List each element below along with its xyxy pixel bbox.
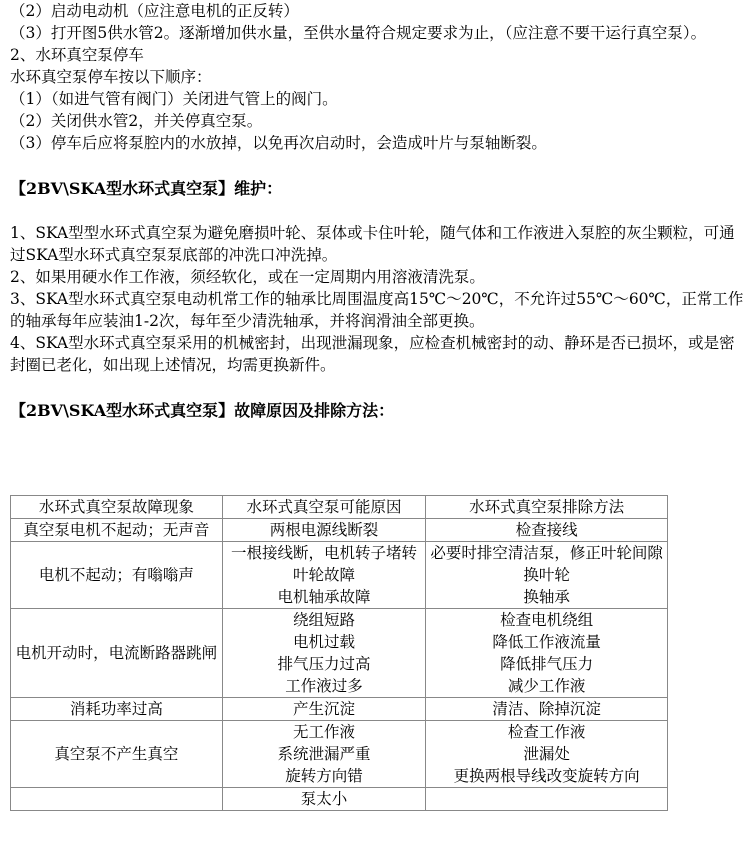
remedy-line: 检查工作液 <box>507 723 586 741</box>
symptom-cell <box>11 519 223 542</box>
remedy-line: 降低排气压力 <box>500 655 594 673</box>
cause-line: 电机轴承故障 <box>277 588 371 606</box>
remedy-cell <box>426 698 668 721</box>
table-row <box>11 788 668 811</box>
remedy-line: 换叶轮 <box>523 566 570 584</box>
remedy-cell <box>426 788 668 811</box>
step-open-water: （3）打开图5供水管2。逐渐增加供水量，至供水量符合规定要求为止，（应注意不要干运行真空泵）。 <box>10 24 707 42</box>
step-start-motor: （2）启动电动机（应注意电机的正反转） <box>10 2 299 20</box>
section-stop-title: 2、水环真空泵停车 <box>10 46 144 64</box>
stop-order-intro: 水环真空泵停车按以下顺序： <box>10 68 212 86</box>
cause-cell <box>222 609 426 698</box>
header-symptom: 水环式真空泵故障现象 <box>11 496 223 519</box>
cause-cell <box>222 698 426 721</box>
remedy-cell <box>426 609 668 698</box>
remedy-line: 必要时排空清洁泵，修正叶轮间隙 <box>430 544 663 562</box>
table-row <box>11 609 668 698</box>
cause-cell <box>222 519 426 542</box>
maintenance-item-3: 3、SKA型水环式真空泵电动机常工作的轴承比周围温度高15℃～20℃，不允许过55℃～60℃，正常工作的轴承每年应装油1-2次，每年至少清洗轴承，并将润滑油全部更换。 <box>10 290 744 330</box>
faults-heading: 【2BV\SKA型水环式真空泵】故障原因及排除方法： <box>10 401 395 420</box>
symptom-text: 消耗功率过高 <box>69 700 163 718</box>
symptom-cell <box>11 542 223 609</box>
maintenance-item-4: 4、SKA型水环式真空泵采用的机械密封，出现泄漏现象，应检查机械密封的动、静环是否已损坏，或是密封圈已老化，如出现上述情况，均需更换新件。 <box>10 334 735 374</box>
symptom-text: 电机不起动；有嗡嗡声 <box>38 566 194 584</box>
symptom-text: 电机开动时，电流断路器跳闸 <box>15 644 218 662</box>
cause-cell <box>222 721 426 788</box>
remedy-line: 检查接线 <box>515 521 578 539</box>
cause-line: 旋转方向错 <box>285 767 363 785</box>
table-row <box>11 721 668 788</box>
cause-line: 电机过载 <box>293 633 356 651</box>
stop-step-2: （2）关闭供水管2，并关停真空泵。 <box>10 112 263 130</box>
cause-line: 泵太小 <box>300 790 348 808</box>
stop-step-3: （3）停车后应将泵腔内的水放掉，以免再次启动时，会造成叶片与泵轴断裂。 <box>10 134 547 152</box>
stop-step-1: （1）（如进气管有阀门）关闭进气管上的阀门。 <box>10 90 338 108</box>
remedy-line: 换轴承 <box>523 588 570 606</box>
cause-line: 无工作液 <box>293 723 356 741</box>
table-row <box>11 519 668 542</box>
remedy-cell <box>426 519 668 542</box>
symptom-text: 真空泵电机不起动；无声音 <box>23 521 210 539</box>
table-row <box>11 698 668 721</box>
cause-line: 两根电源线断裂 <box>269 521 379 539</box>
cause-line: 工作液过多 <box>285 677 363 695</box>
symptom-text: 真空泵不产生真空 <box>54 745 179 763</box>
remedy-cell <box>426 721 668 788</box>
cause-line: 一根接线断，电机转子堵转 <box>231 544 418 562</box>
remedy-line: 降低工作液流量 <box>492 633 601 651</box>
remedy-cell <box>426 542 668 609</box>
symptom-cell <box>11 609 223 698</box>
cause-cell <box>222 542 426 609</box>
remedy-line: 更换两根导线改变旋转方向 <box>453 767 640 785</box>
remedy-line: 减少工作液 <box>507 677 586 695</box>
cause-line: 排气压力过高 <box>277 655 371 673</box>
symptom-cell <box>11 721 223 788</box>
maintenance-heading: 【2BV\SKA型水环式真空泵】维护： <box>10 179 283 198</box>
table-row <box>11 542 668 609</box>
maintenance-item-2: 2、如果用硬水作工作液，须经软化，或在一定周期内用溶液清洗泵。 <box>10 268 485 286</box>
remedy-line: 泄漏处 <box>523 745 570 763</box>
document-body <box>10 0 745 422</box>
cause-line: 系统泄漏严重 <box>277 745 371 763</box>
cause-line: 绕组短路 <box>293 611 356 629</box>
cause-line: 叶轮故障 <box>293 566 356 584</box>
header-cause: 水环式真空泵可能原因 <box>222 496 426 519</box>
symptom-cell <box>11 698 223 721</box>
cause-cell <box>222 788 426 811</box>
maintenance-item-1: 1、SKA型型水环式真空泵为避免磨损叶轮、泵体或卡住叶轮，随气体和工作液进入泵腔的灰尘颗粒，可通过SKA型水环式真空泵泵底部的冲洗口冲洗掉。 <box>10 224 735 264</box>
fault-table <box>10 495 668 811</box>
remedy-line: 检查电机绕组 <box>500 611 594 629</box>
symptom-cell <box>11 788 223 811</box>
cause-line: 产生沉淀 <box>293 700 356 718</box>
table-header-row <box>11 496 668 519</box>
header-remedy: 水环式真空泵排除方法 <box>426 496 668 519</box>
remedy-line: 清洁、除掉沉淀 <box>492 700 601 718</box>
